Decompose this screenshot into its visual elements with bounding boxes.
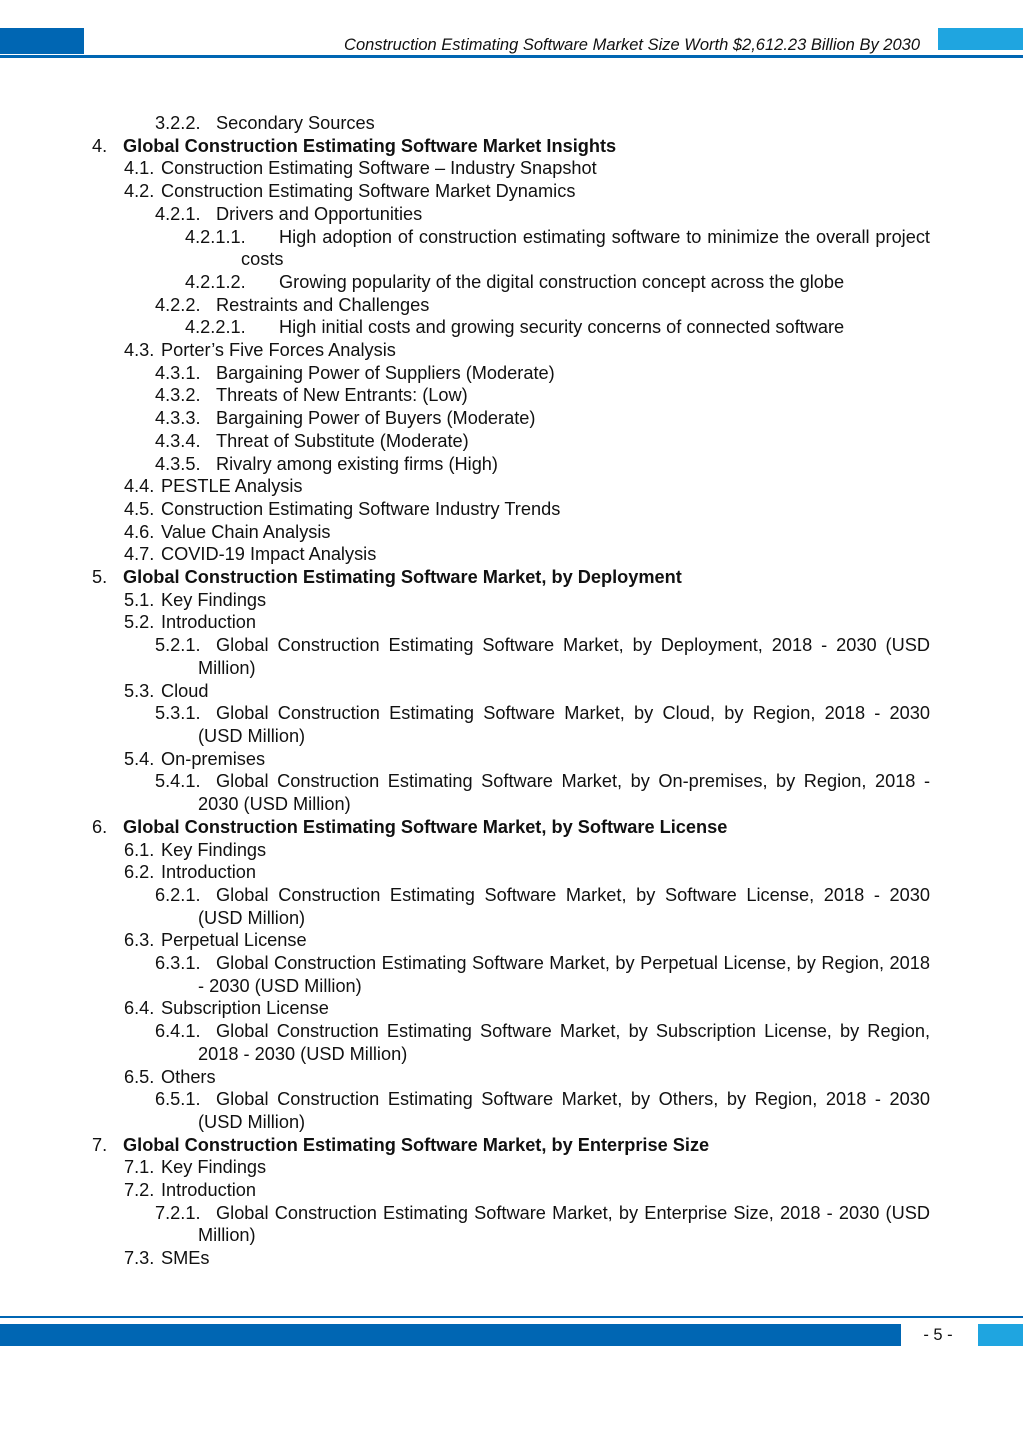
toc-entry-title: Global Construction Estimating Software Market, by On-premises, by Region, 2018 - 2030 (USD Million) bbox=[198, 771, 930, 815]
header-title: Construction Estimating Software Market Size Worth $2,612.23 Billion By 2030 bbox=[344, 36, 920, 54]
toc-entry-title: Value Chain Analysis bbox=[161, 521, 331, 542]
toc-entry-number: 4.2.2. bbox=[155, 294, 201, 315]
toc-entry-number: 6.4. bbox=[124, 998, 155, 1019]
toc-entry bbox=[124, 589, 930, 612]
toc-entry-number: 4.4. bbox=[124, 476, 155, 497]
toc-entry-number: 6.5.1. bbox=[155, 1089, 201, 1110]
toc-entry-number: 4.6. bbox=[124, 521, 155, 542]
toc-entry-title: High adoption of construction estimating software to minimize the overall project costs bbox=[241, 226, 930, 270]
toc-entry bbox=[155, 362, 930, 385]
toc-entry-number: 7.1. bbox=[124, 1157, 155, 1178]
toc-entry bbox=[155, 884, 930, 929]
toc-entry bbox=[185, 316, 930, 339]
toc-entry-title: Global Construction Estimating Software Market, by Software License bbox=[123, 816, 728, 837]
toc-entry-number: 5.3.1. bbox=[155, 703, 201, 724]
toc-entry-title: Key Findings bbox=[161, 1157, 267, 1178]
toc-entry-number: 4.3.2. bbox=[155, 385, 201, 406]
toc-entry-title: Introduction bbox=[161, 1180, 257, 1201]
toc-entry bbox=[124, 521, 930, 544]
toc-entry bbox=[155, 1202, 930, 1247]
toc-entry-number: 7.2.1. bbox=[155, 1202, 201, 1223]
table-of-contents bbox=[0, 112, 1023, 1270]
toc-entry-title: Bargaining Power of Buyers (Moderate) bbox=[216, 408, 536, 429]
header-accent-right bbox=[938, 28, 1023, 50]
footer-rule bbox=[0, 1316, 1023, 1318]
toc-entry-title: COVID-19 Impact Analysis bbox=[161, 544, 377, 565]
toc-entry-title: Global Construction Estimating Software Market, by Enterprise Size bbox=[123, 1134, 710, 1155]
toc-entry bbox=[124, 339, 930, 362]
toc-entry bbox=[155, 770, 930, 815]
toc-entry bbox=[92, 135, 930, 158]
toc-entry-title: Others bbox=[161, 1066, 216, 1087]
toc-entry-title: Introduction bbox=[161, 612, 257, 633]
toc-entry bbox=[124, 157, 930, 180]
toc-entry bbox=[124, 997, 930, 1020]
toc-entry-number: 7.2. bbox=[124, 1180, 155, 1201]
toc-entry-number: 4.3.3. bbox=[155, 408, 201, 429]
toc-entry-number: 3.2.2. bbox=[155, 113, 201, 133]
toc-entry-number: 4.3.4. bbox=[155, 430, 201, 451]
toc-entry-number: 4.3.5. bbox=[155, 453, 201, 474]
toc-entry-number: 4.2.1. bbox=[155, 203, 201, 224]
toc-entry-number: 4.3. bbox=[124, 340, 155, 361]
toc-entry-number: 6.4.1. bbox=[155, 1021, 201, 1042]
toc-entry bbox=[92, 566, 930, 589]
toc-entry-number: 5.1. bbox=[124, 589, 155, 610]
toc-entry-title: Restraints and Challenges bbox=[216, 294, 430, 315]
toc-entry-title: Construction Estimating Software Market Dynamics bbox=[161, 181, 576, 202]
toc-entry bbox=[155, 1088, 930, 1133]
toc-entry-title: Subscription License bbox=[161, 998, 329, 1019]
toc-entry-number: 5.2. bbox=[124, 612, 155, 633]
toc-entry-title: Global Construction Estimating Software Market, by Deployment, 2018 - 2030 (USD Million) bbox=[198, 635, 930, 678]
toc-entry-title: Bargaining Power of Suppliers (Moderate) bbox=[216, 362, 555, 383]
toc-entry bbox=[185, 271, 930, 294]
toc-entry-title: PESTLE Analysis bbox=[161, 476, 303, 497]
toc-entry-title: Global Construction Estimating Software Market, by Perpetual License, by Region, 2018 - 2030 (USD Million) bbox=[198, 953, 930, 996]
toc-entry bbox=[155, 702, 930, 747]
toc-entry-number: 4.2.2.1. bbox=[185, 317, 246, 338]
toc-entry-number: 4.3.1. bbox=[155, 362, 201, 383]
toc-entry bbox=[124, 611, 930, 634]
toc-entry-number: 6.3. bbox=[124, 930, 155, 951]
toc-entry-title: High initial costs and growing security concerns of connected software bbox=[279, 317, 845, 338]
toc-entry-title: SMEs bbox=[161, 1248, 210, 1269]
toc-entry-title: Global Construction Estimating Software Market, by Software License, 2018 - 2030 (USD Million) bbox=[198, 884, 930, 928]
toc-entry-number: 4.1. bbox=[124, 158, 155, 179]
toc-entry-title: Growing popularity of the digital construction concept across the globe bbox=[279, 271, 845, 292]
toc-entry bbox=[124, 748, 930, 771]
toc-entry-number: 6.3.1. bbox=[155, 953, 201, 974]
toc-entry-number: 4.2.1.1. bbox=[185, 226, 246, 247]
toc-entry-number: 5.3. bbox=[124, 680, 155, 701]
toc-entry-title: Construction Estimating Software Industry Trends bbox=[161, 498, 561, 519]
toc-entry-number: 6. bbox=[92, 816, 108, 837]
toc-entry bbox=[124, 475, 930, 498]
toc-entry-title: Global Construction Estimating Software Market, by Enterprise Size, 2018 - 2030 (USD Million) bbox=[198, 1202, 930, 1246]
toc-entry-title: Construction Estimating Software – Industry Snapshot bbox=[161, 158, 597, 179]
toc-entry bbox=[155, 1020, 930, 1065]
toc-entry bbox=[155, 384, 930, 407]
toc-entry-number: 4.2.1.2. bbox=[185, 271, 246, 292]
toc-entry bbox=[124, 180, 930, 203]
toc-entry-title: Cloud bbox=[161, 680, 209, 701]
toc-entry-title: Secondary Sources bbox=[216, 113, 375, 133]
toc-entry bbox=[124, 1179, 930, 1202]
toc-entry-number: 4.7. bbox=[124, 544, 155, 565]
toc-entry-title: Global Construction Estimating Software Market, by Subscription License, by Region, 2018 - 2030 (USD Million) bbox=[198, 1021, 930, 1064]
toc-entry-number: 7. bbox=[92, 1134, 108, 1155]
toc-entry-title: Global Construction Estimating Software Market Insights bbox=[123, 135, 617, 156]
toc-entry-number: 5.4.1. bbox=[155, 771, 201, 792]
toc-entry-number: 5. bbox=[92, 567, 108, 588]
toc-entry-number: 6.2.1. bbox=[155, 884, 201, 905]
footer-accent-right bbox=[978, 1324, 1023, 1346]
toc-entry-title: Key Findings bbox=[161, 589, 267, 610]
toc-entry-number: 6.1. bbox=[124, 839, 155, 860]
toc-entry bbox=[124, 929, 930, 952]
toc-entry bbox=[124, 1066, 930, 1089]
toc-entry bbox=[155, 952, 930, 997]
toc-entry-title: Threat of Substitute (Moderate) bbox=[216, 430, 469, 451]
toc-entry bbox=[185, 226, 930, 271]
header-rule bbox=[0, 55, 1023, 58]
toc-entry bbox=[124, 498, 930, 521]
toc-entry bbox=[155, 294, 930, 317]
toc-entry bbox=[155, 453, 930, 476]
toc-entry bbox=[155, 112, 930, 135]
toc-entry bbox=[155, 407, 930, 430]
toc-entry-number: 7.3. bbox=[124, 1248, 155, 1269]
page-number: - 5 - bbox=[923, 1326, 953, 1344]
toc-entry-number: 4.2. bbox=[124, 181, 155, 202]
toc-entry-title: Key Findings bbox=[161, 839, 267, 860]
toc-entry-title: Perpetual License bbox=[161, 930, 307, 951]
toc-entry bbox=[124, 543, 930, 566]
toc-entry bbox=[124, 1247, 930, 1270]
header-accent-left bbox=[0, 28, 84, 54]
toc-entry bbox=[92, 816, 930, 839]
toc-entry-title: Global Construction Estimating Software Market, by Others, by Region, 2018 - 2030 (USD Million) bbox=[198, 1089, 930, 1132]
toc-entry bbox=[155, 203, 930, 226]
toc-entry bbox=[155, 430, 930, 453]
toc-entry-number: 5.2.1. bbox=[155, 635, 201, 656]
toc-entry-title: Threats of New Entrants: (Low) bbox=[216, 385, 468, 406]
toc-entry-number: 5.4. bbox=[124, 748, 155, 769]
toc-entry bbox=[124, 839, 930, 862]
toc-entry-title: Global Construction Estimating Software Market, by Cloud, by Region, 2018 - 2030 (USD Million) bbox=[198, 703, 930, 746]
toc-entry-number: 6.2. bbox=[124, 862, 155, 883]
toc-entry-title: Global Construction Estimating Software Market, by Deployment bbox=[123, 567, 682, 588]
toc-entry bbox=[124, 680, 930, 703]
toc-entry-title: Introduction bbox=[161, 862, 257, 883]
toc-entry bbox=[92, 1134, 930, 1157]
toc-entry bbox=[124, 861, 930, 884]
toc-entry-title: On-premises bbox=[161, 748, 266, 769]
footer-bar bbox=[0, 1324, 901, 1346]
toc-entry-number: 4. bbox=[92, 135, 108, 156]
toc-entry-title: Rivalry among existing firms (High) bbox=[216, 453, 498, 474]
toc-entry-number: 6.5. bbox=[124, 1066, 155, 1087]
toc-entry bbox=[155, 634, 930, 679]
toc-entry-title: Porter’s Five Forces Analysis bbox=[161, 340, 396, 361]
toc-entry bbox=[124, 1156, 930, 1179]
toc-entry-title: Drivers and Opportunities bbox=[216, 203, 423, 224]
toc-entry-number: 4.5. bbox=[124, 498, 155, 519]
